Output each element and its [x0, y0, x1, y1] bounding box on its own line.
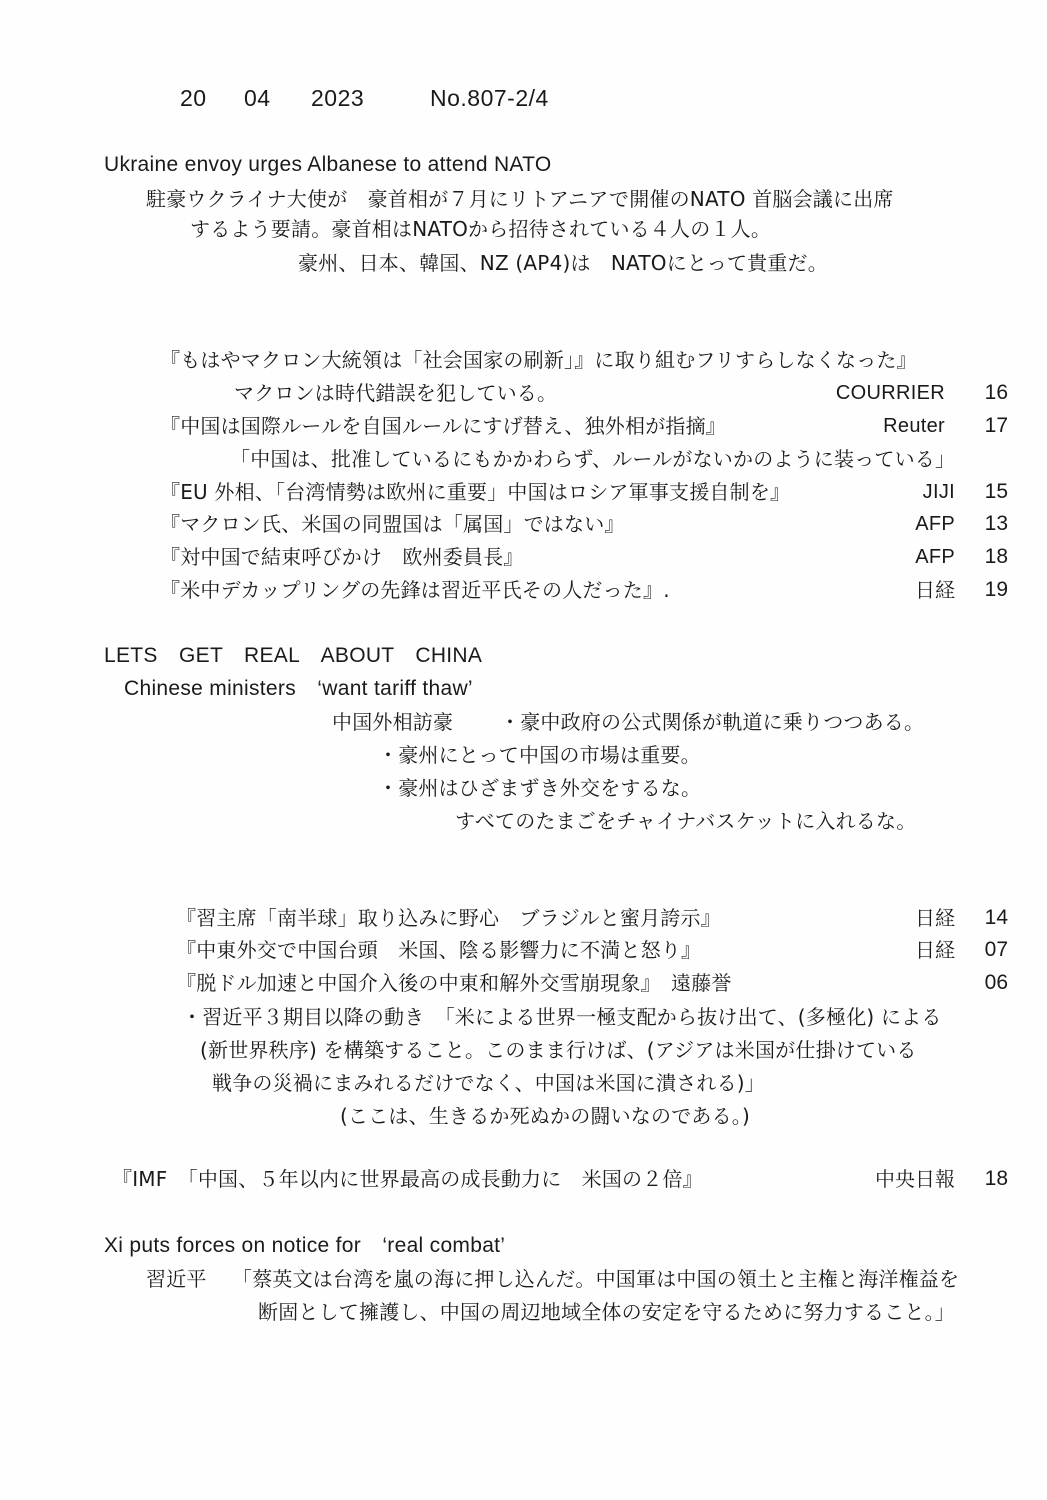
section3-bullet-1: ・豪中政府の公式関係が軌道に乗りつつある。 [500, 710, 925, 734]
section2-item-8-source: 日経 [915, 578, 955, 602]
section3-label: 中国外相訪豪 [332, 710, 454, 734]
section6-title: Xi puts forces on notice for ‘real combat’ [104, 1234, 506, 1257]
header-day: 20 [180, 85, 207, 111]
section5-item: 『IMF 「中国、５年以内に世界最高の成長動力に 米国の２倍』 [112, 1167, 703, 1191]
section2-item-5-source: JIJI [922, 481, 955, 503]
section1-title: Ukraine envoy urges Albanese to attend NATO [104, 153, 552, 176]
section5-source: 中央日報 [875, 1167, 955, 1191]
section4-quote-1: ・習近平３期目以降の動き 「米による世界一極支配から抜け出て、(多極化) による [182, 1005, 942, 1029]
section1-line-1: 駐豪ウクライナ大使が 豪首相が７月にリトアニアで開催のNATO 首脳会議に出席 [146, 187, 894, 211]
section4-item-3: 『脱ドル加速と中国介入後の中東和解外交雪崩現象』 遠藤誉 [176, 971, 732, 995]
section5-num: 18 [984, 1167, 1008, 1190]
section6-line-1: 「蔡英文は台湾を嵐の海に押し込んだ。中国軍は中国の領土と主権と海洋権益を [232, 1267, 960, 1291]
header-year: 2023 [311, 85, 365, 111]
section2-item-2: マクロンは時代錯誤を犯している。 [234, 381, 558, 405]
section2-item-3-source: Reuter [883, 415, 945, 437]
section2-item-7-source: AFP [915, 546, 955, 568]
section2-item-6-num: 13 [984, 512, 1008, 535]
section2-item-5-num: 15 [984, 480, 1008, 503]
section2-item-2-num: 16 [984, 381, 1008, 404]
section4-quote-3: 戦争の災禍にまみれるだけでなく、中国は米国に潰される)」 [212, 1071, 766, 1095]
section6-line-2: 断固として擁護し、中国の周辺地域全体の安定を守るために努力すること。」 [258, 1300, 955, 1324]
section2-item-1: 『もはやマクロン大統領は「社会国家の刷新」』に取り組むフリすらしなくなった』 [160, 348, 917, 372]
section1-line-3: 豪州、日本、韓国、NZ (AP4)は NATOにとって貴重だ。 [298, 251, 828, 275]
section2-item-8: 『米中デカップリングの先鋒は習近平氏その人だった』. [160, 578, 670, 602]
section4-item-1-source: 日経 [915, 906, 955, 930]
section2-item-2-source: COURRIER [835, 382, 945, 404]
section3-bullet-3: ・豪州はひざまずき外交をするな。 [378, 776, 702, 800]
section4-item-2: 『中東外交で中国台頭 米国、陰る影響力に不満と怒り』 [176, 938, 702, 962]
section2-item-8-num: 19 [984, 578, 1008, 601]
section2-item-3-num: 17 [984, 414, 1008, 437]
section2-item-3: 『中国は国際ルールを自国ルールにすげ替え、独外相が指摘』 [160, 414, 726, 438]
section1-line-2: するよう要請。豪首相はNATOから招待されている４人の１人。 [190, 217, 772, 241]
section4-item-1-num: 14 [984, 906, 1008, 929]
section4-item-3-num: 06 [984, 971, 1008, 994]
section3-title: LETS GET REAL ABOUT CHINA [104, 644, 483, 667]
section4-quote-4: (ここは、生きるか死ぬかの闘いなのである。) [340, 1104, 751, 1128]
header-month: 04 [244, 85, 271, 111]
section6-speaker: 習近平 [146, 1267, 207, 1291]
header-number: No.807-2/4 [430, 85, 549, 111]
section2-item-7-num: 18 [984, 545, 1008, 568]
section4-item-1: 『習主席「南半球」取り込みに野心 ブラジルと蜜月誇示』 [176, 906, 721, 930]
section3-bullet-2: ・豪州にとって中国の市場は重要。 [378, 743, 701, 767]
section4-item-2-num: 07 [984, 938, 1008, 961]
section2-item-5: 『EU 外相、「台湾情勢は欧州に重要」中国はロシア軍事支援自制を』 [160, 480, 791, 504]
section4-item-2-source: 日経 [915, 938, 955, 962]
section2-item-7: 『対中国で結束呼びかけ 欧州委員長』 [160, 545, 524, 569]
section3-bullet-4: すべてのたまごをチャイナバスケットに入れるな。 [455, 809, 917, 833]
section2-item-4: 「中国は、批准しているにもかかわらず、ルールがないかのように装っている」 [230, 447, 956, 471]
section2-item-6-source: AFP [915, 513, 955, 535]
section2-item-6: 『マクロン氏、米国の同盟国は「属国」ではない』 [160, 512, 625, 536]
section3-subtitle: Chinese ministers ‘want tariff thaw’ [124, 677, 473, 700]
section4-quote-2: (新世界秩序) を構築すること。このまま行けば、(アジアは米国が仕掛けている [200, 1038, 917, 1062]
